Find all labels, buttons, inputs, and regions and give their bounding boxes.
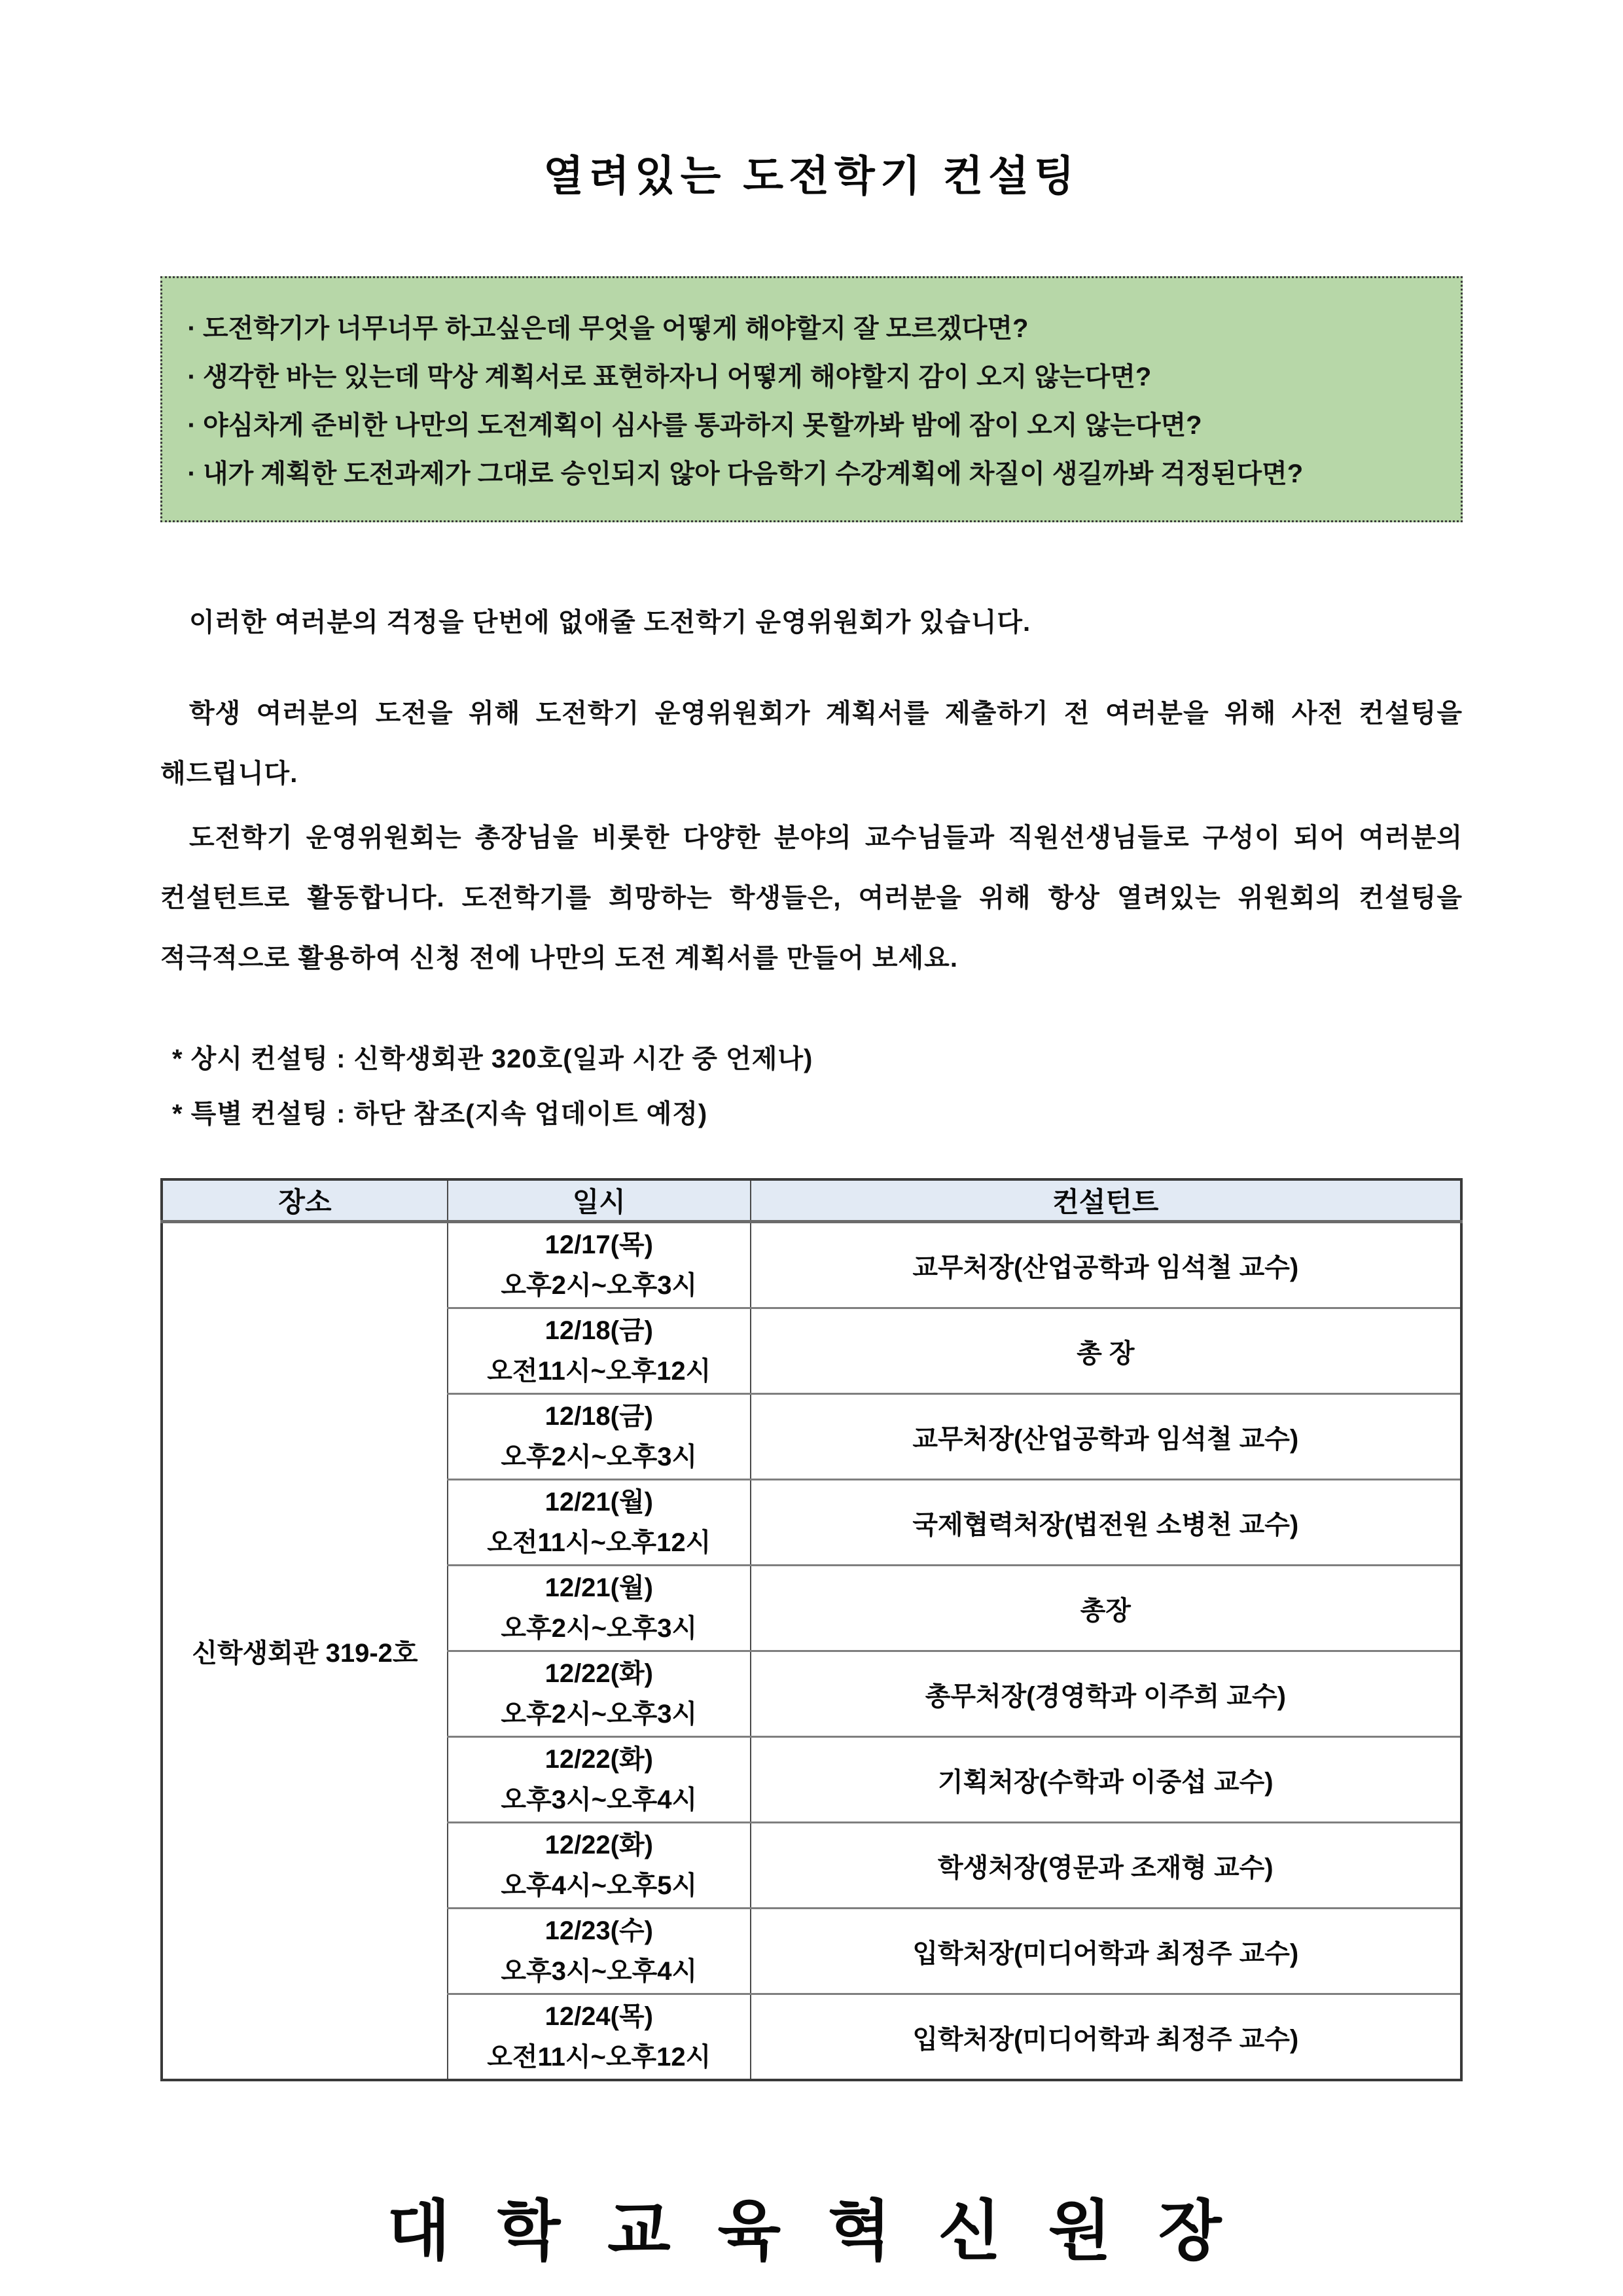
consultant-cell: 총무처장(경영학과 이주희 교수) bbox=[751, 1651, 1461, 1737]
datetime-cell bbox=[448, 1480, 751, 1566]
consultant-cell: 기획처장(수학과 이중섭 교수) bbox=[751, 1737, 1461, 1823]
highlight-box bbox=[160, 276, 1463, 522]
highlight-bullet-text: 야심차게 준비한 나만의 도전계획이 심사를 통과하지 못할까봐 밤에 잠이 오지 않는다면? bbox=[203, 411, 1202, 440]
bullet-icon: · bbox=[187, 459, 196, 488]
consultant-cell: 교무처장(산업공학과 임석철 교수) bbox=[751, 1394, 1461, 1480]
datetime-cell bbox=[448, 1222, 751, 1308]
consultant-cell: 입학처장(미디어학과 최정주 교수) bbox=[751, 1994, 1461, 2081]
datetime-cell bbox=[448, 1994, 751, 2081]
time-text: 오전11시~오후12시 bbox=[487, 2043, 711, 2072]
table-row bbox=[162, 1222, 1461, 1308]
date-text: 12/24(목) bbox=[544, 2002, 653, 2031]
time-text: 오전11시~오후12시 bbox=[487, 1528, 711, 1557]
datetime-cell bbox=[448, 1566, 751, 1651]
column-header-consultant: 컨설턴트 bbox=[751, 1179, 1461, 1222]
consulting-schedule-table bbox=[160, 1178, 1463, 2081]
consultant-cell: 국제협력처장(법전원 소병천 교수) bbox=[751, 1480, 1461, 1566]
datetime-cell bbox=[448, 1394, 751, 1480]
datetime-cell bbox=[448, 1737, 751, 1823]
bullet-icon: · bbox=[187, 363, 196, 391]
highlight-bullet-text: 내가 계획한 도전과제가 그대로 승인되지 않아 다음학기 수강계획에 차질이 생길까봐 걱정된다면? bbox=[203, 459, 1304, 488]
highlight-bullet-line bbox=[181, 304, 1442, 353]
datetime-cell bbox=[448, 1308, 751, 1394]
time-text: 오후2시~오후3시 bbox=[501, 1271, 698, 1300]
date-text: 12/22(화) bbox=[544, 1745, 653, 1774]
table-header-row bbox=[162, 1179, 1461, 1222]
note-regular-consulting: * 상시 컨설팅 : 신학생회관 320호(일과 시간 중 언제나) bbox=[172, 1045, 813, 1073]
page-title: 열려있는 도전학기 컨설팅 bbox=[543, 152, 1080, 200]
signature-title: 대 학 교 육 혁 신 원 장 bbox=[387, 2195, 1236, 2268]
notes-block bbox=[160, 1031, 1463, 1141]
consultant-cell: 교무처장(산업공학과 임석철 교수) bbox=[751, 1222, 1461, 1308]
date-text: 12/18(금) bbox=[544, 1402, 653, 1431]
time-text: 오후2시~오후3시 bbox=[501, 1700, 698, 1729]
time-text: 오후2시~오후3시 bbox=[501, 1443, 698, 1471]
paragraph-committee: 도전학기 운영위원회는 총장님을 비롯한 다양한 분야의 교수님들과 직원선생님들로 구성이 되어 여러분의 컨설턴트로 활동합니다. 도전학기를 희망하는 학생들은, 여러분을 위해 항상 열려있는 위원회의 컨설팅을 적극적으로 활용하여 신청 전에 나만의 도전 계획서를 만들어 보세요. bbox=[160, 823, 1463, 973]
column-header-datetime: 일시 bbox=[448, 1179, 751, 1222]
date-text: 12/22(화) bbox=[544, 1659, 653, 1688]
time-text: 오후2시~오후3시 bbox=[501, 1614, 698, 1643]
column-header-place: 장소 bbox=[162, 1179, 448, 1222]
location-cell: 신학생회관 319-2호 bbox=[162, 1222, 448, 2081]
datetime-cell bbox=[448, 1651, 751, 1737]
bullet-icon: · bbox=[187, 314, 196, 343]
consultant-cell: 총 장 bbox=[751, 1308, 1461, 1394]
highlight-bullet-text: 생각한 바는 있는데 막상 계획서로 표현하자니 어떻게 해야할지 감이 오지 않는다면? bbox=[203, 363, 1152, 391]
bullet-icon: · bbox=[187, 411, 196, 440]
highlight-bullet-line bbox=[181, 450, 1442, 498]
highlight-bullet-text: 도전학기가 너무너무 하고싶은데 무엇을 어떻게 해야할지 잘 모르겠다면? bbox=[203, 314, 1029, 343]
date-text: 12/18(금) bbox=[544, 1316, 653, 1345]
note-special-consulting: * 특별 컨설팅 : 하단 참조(지속 업데이트 예정) bbox=[172, 1100, 708, 1128]
time-text: 오후3시~오후4시 bbox=[501, 1957, 698, 1986]
highlight-bullet-line bbox=[181, 353, 1442, 401]
date-text: 12/21(월) bbox=[544, 1488, 653, 1516]
date-text: 12/23(수) bbox=[544, 1916, 653, 1945]
consultant-cell: 총장 bbox=[751, 1566, 1461, 1651]
paragraph-intro: 이러한 여러분의 걱정을 단번에 없애줄 도전학기 운영위원회가 있습니다. bbox=[189, 608, 1031, 637]
date-text: 12/22(화) bbox=[544, 1831, 653, 1859]
paragraph-consulting: 학생 여러분의 도전을 위해 도전학기 운영위원회가 계획서를 제출하기 전 여러분을 위해 사전 컨설팅을 해드립니다. bbox=[160, 699, 1463, 788]
date-text: 12/21(월) bbox=[544, 1573, 653, 1602]
consultant-cell: 입학처장(미디어학과 최정주 교수) bbox=[751, 1909, 1461, 1994]
datetime-cell bbox=[448, 1909, 751, 1994]
time-text: 오전11시~오후12시 bbox=[487, 1357, 711, 1386]
consultant-cell: 학생처장(영문과 조재형 교수) bbox=[751, 1823, 1461, 1909]
time-text: 오후3시~오후4시 bbox=[501, 1785, 698, 1814]
time-text: 오후4시~오후5시 bbox=[501, 1871, 698, 1900]
date-text: 12/17(목) bbox=[544, 1230, 653, 1259]
datetime-cell bbox=[448, 1823, 751, 1909]
highlight-bullet-line bbox=[181, 401, 1442, 450]
